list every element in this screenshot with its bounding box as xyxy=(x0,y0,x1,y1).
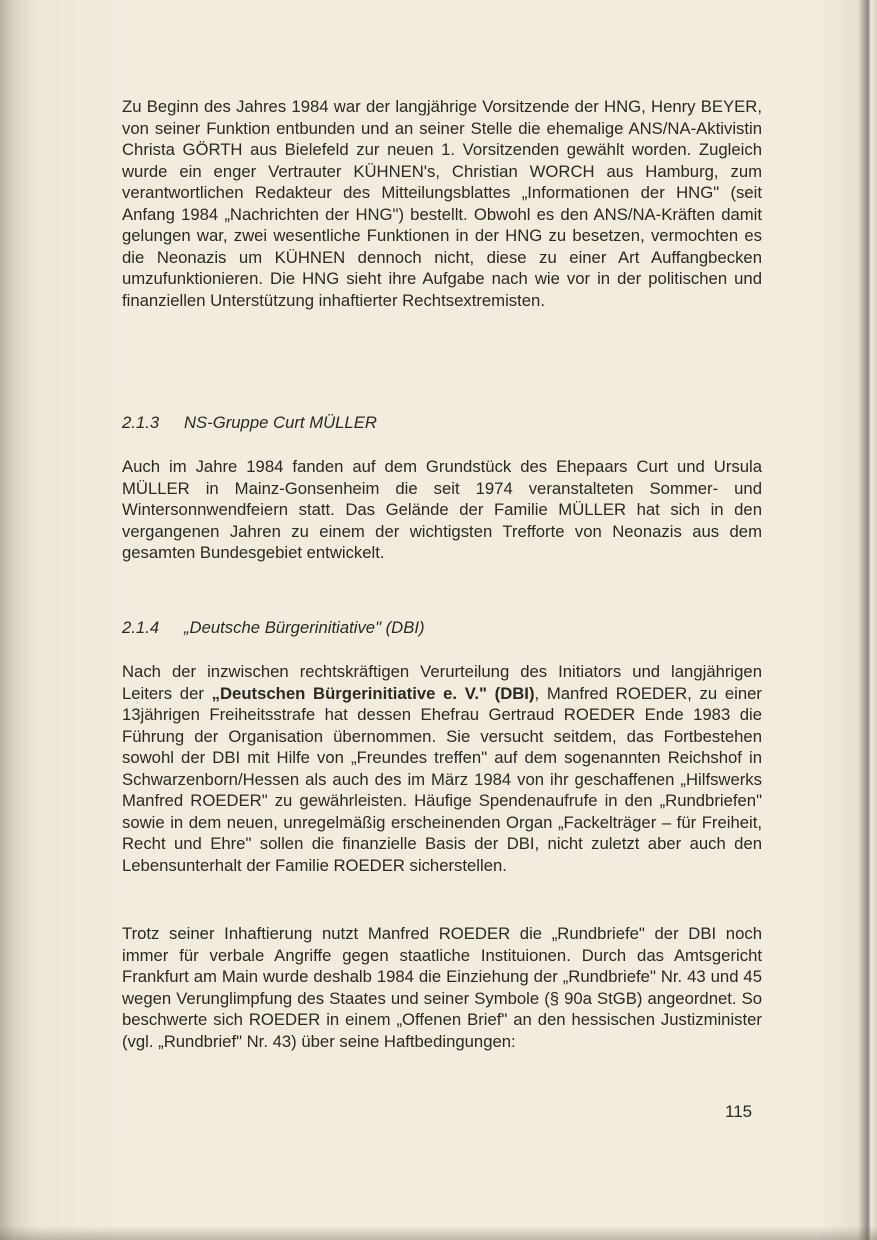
section-title: NS-Gruppe Curt MÜLLER xyxy=(184,413,377,432)
paragraph-text: Zu Beginn des Jahres 1984 war der langjährige Vorsitzende der HNG, Henry BEYER, von seiner Funktion entbunden und an seiner Stelle die ehemalige ANS/NA-Aktivistin Christa GÖRTH aus Bielefeld zur neuen 1. Vorsitzenden gewählt worden. Zugleich wurde ein enger Vertrauter KÜHNEN's, Christian WORCH aus Hamburg, zum verantwortlichen Redakteur des Mitteilungsblattes „Informationen der HNG" (seit Anfang 1984 „Nachrichten der HNG") bestellt. Obwohl es den ANS/NA-Kräften damit gelungen war, zwei wesentliche Funktionen in der HNG zu besetzen, vermochten es die Neonazis um KÜHNEN dennoch nicht, diese zu einer Art Auffangbecken umzufunktionieren. Die HNG sieht ihre Aufgabe nach wie vor in der politischen und finanziellen Unterstützung inhaftierter Rechtsextremisten. xyxy=(122,97,762,310)
text-run: Nach der inzwischen rechtskräftigen Verurteilung des Initiators und langjährigen Leiters der xyxy=(122,662,762,703)
paragraph-hng xyxy=(122,96,762,311)
page-number: 115 xyxy=(725,1102,753,1121)
section-number: 2.1.3 xyxy=(122,413,160,432)
section-number: 2.1.4 xyxy=(122,618,160,637)
paragraph-text: Auch im Jahre 1984 fanden auf dem Grundstück des Ehepaars Curt und Ursula MÜLLER in Mainz-Gonsenheim die seit 1974 veranstalteten Sommer- und Wintersonnwendfeiern statt. Das Gelände der Familie MÜLLER hat sich in den vergangenen Jahren zu einem der wichtigsten Trefforte von Neonazis aus dem gesamten Bundesgebiet entwickelt. xyxy=(122,457,762,562)
paragraph-mueller xyxy=(122,456,762,564)
paragraph-text xyxy=(122,661,762,876)
bold-text-run: „Deutschen Bürgerinitiative e. V." (DBI) xyxy=(211,683,535,703)
section-heading-2-1-4 xyxy=(122,617,762,639)
section-heading-2-1-3 xyxy=(122,412,762,434)
section-title: „Deutsche Bürgerinitiative" (DBI) xyxy=(184,618,425,637)
text-run: , Manfred ROEDER, zu einer 13jährigen Freiheitsstrafe hat dessen Ehefrau Gertraud ROEDER Ende 1983 die Führung der Organisation übernommen. Sie versucht seitdem, das Fortbestehen sowohl der DBI mit Hilfe von „Freundes treffen" auf dem sogenannten Reichshof in Schwarzenborn/Hessen als auch des im März 1984 von ihr geschaffenen „Hilfswerks Manfred ROEDER" zu gewährleisten. Häufige Spendenaufrufe in den „Rundbriefen" sowie in dem neuen, unregelmäßig erscheinenden Organ „Fackelträger – für Freiheit, Recht und Ehre" sollen die finanzielle Basis der DBI, nicht zuletzt aber auch den Lebensunterhalt der Familie ROEDER sicherstellen. xyxy=(122,683,762,875)
paragraph-roeder xyxy=(122,923,762,1052)
paragraph-text: Trotz seiner Inhaftierung nutzt Manfred ROEDER die „Rundbriefe" der DBI noch immer für verbale Angriffe gegen staatliche Instituionen. Durch das Amtsgericht Frankfurt am Main wurde deshalb 1984 die Einziehung der „Rundbriefe" Nr. 43 und 45 wegen Verunglimpfung des Staates und seiner Symbole (§ 90a StGB) angeordnet. So beschwerte sich ROEDER in einem „Offenen Brief" an den hessischen Justizminister (vgl. „Rundbrief" Nr. 43) über seine Haftbedingungen: xyxy=(122,924,762,1051)
paragraph-dbi xyxy=(122,661,762,876)
